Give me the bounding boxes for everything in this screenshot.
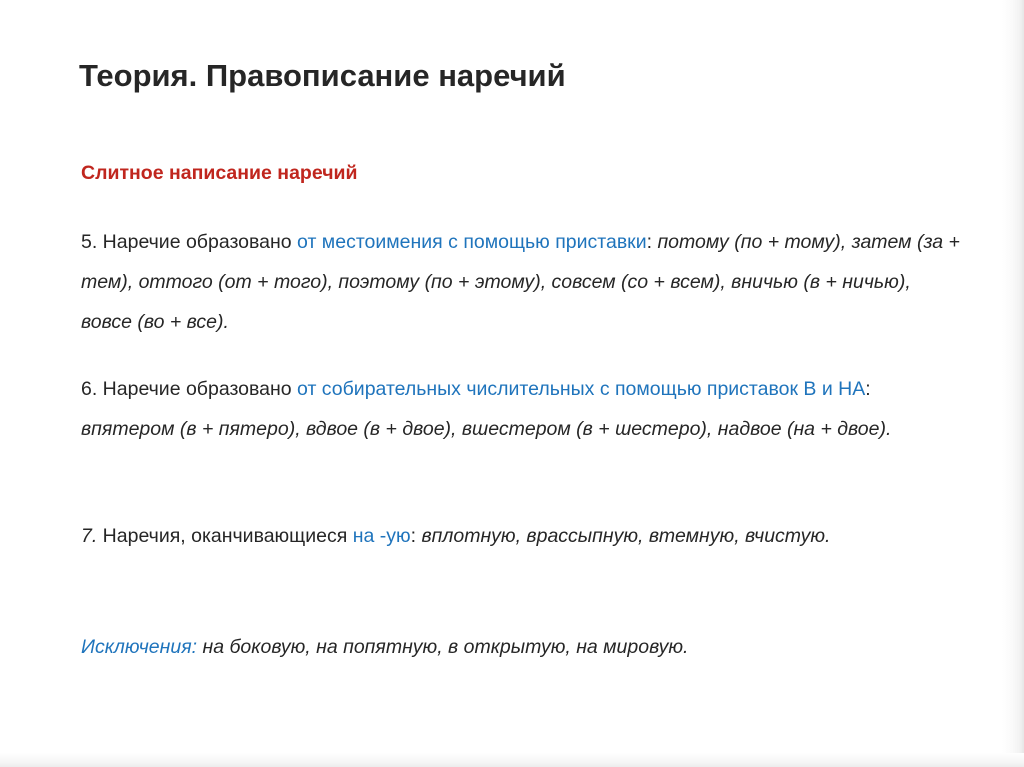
rule-6-examples: впятером (в + пятеро), вдвое (в + двое), вшестером (в + шестеро), надвое (на + двое).	[81, 418, 892, 440]
rule-6-colon: :	[865, 378, 871, 400]
exceptions-label: Исключения:	[81, 636, 198, 658]
rule-7-colon: :	[410, 525, 422, 547]
rule-5-colon: :	[646, 231, 658, 253]
slide-edge-shadow-right	[1002, 0, 1024, 767]
rule-5-highlight: от местоимения с помощью приставки	[297, 231, 647, 253]
section-subtitle: Слитное написание наречий	[81, 162, 358, 184]
rule-5-paragraph	[81, 222, 961, 342]
rule-5-examples: потому (по + тому), затем (за + тем), оттого (от + того), поэтому (по + этому), совсем (со + всем), вничью (в + ничью), вовсе (во + все).	[81, 231, 960, 333]
rule-7-number: 7.	[81, 525, 98, 547]
rule-5-lead: 5. Наречие образовано	[81, 231, 298, 253]
rule-7-examples: вплотную, врассыпную, втемную, вчистую.	[421, 525, 831, 547]
exceptions-text: на боковую, на попятную, в открытую, на мировую.	[197, 636, 689, 658]
slide-title: Теория. Правописание наречий	[79, 58, 566, 93]
rule-7-lead: Наречия, оканчивающиеся	[97, 525, 353, 547]
rule-7-highlight: на -ую	[352, 525, 411, 547]
rule-7-paragraph	[81, 516, 961, 556]
rule-6-lead: 6. Наречие образовано	[81, 378, 298, 400]
slide-edge-shadow-bottom	[0, 753, 1024, 767]
rule-6-paragraph	[81, 369, 961, 449]
rule-6-highlight: от собирательных числительных с помощью приставок В и НА	[297, 378, 866, 400]
exceptions-paragraph	[81, 627, 961, 667]
